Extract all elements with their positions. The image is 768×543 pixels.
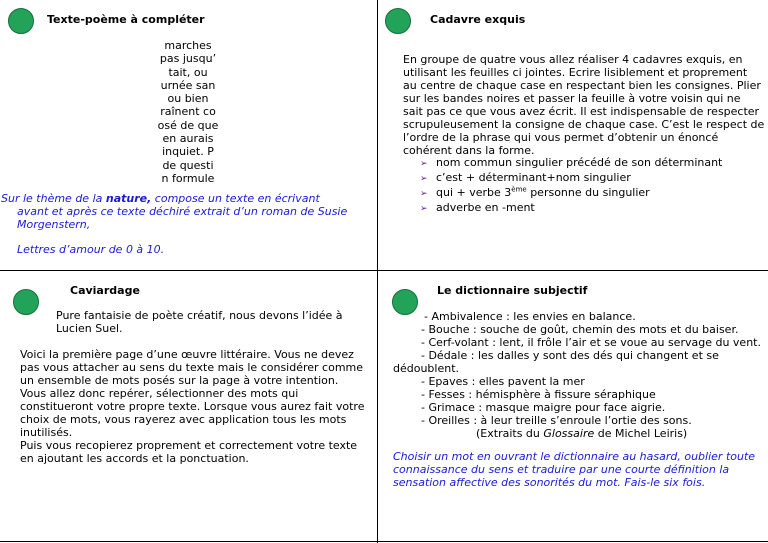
fragment-line: n formule	[161, 171, 215, 185]
q2-body	[403, 53, 764, 157]
body-line: un ensemble de mots posés sur la page à votre intention.	[20, 374, 339, 387]
instruction-line: connaissance du sens et traduire par une courte définition la	[393, 463, 730, 476]
fragment-line: de questi	[162, 158, 214, 172]
vertical-divider	[377, 0, 378, 543]
fragment-line: en aurais	[162, 132, 214, 146]
list-item-text: adverbe en -ment	[436, 201, 535, 214]
list-item-text: qui + verbe 3	[436, 186, 512, 199]
q2-bullet-list	[420, 156, 722, 216]
green-dot-icon	[385, 8, 411, 34]
definition: - Ambivalence : les envies en balance.	[424, 310, 636, 323]
arrow-bullet-icon: ➢	[420, 204, 428, 214]
fragment-line: ou bien	[167, 92, 209, 106]
fragment-line: raînent co	[160, 105, 216, 119]
citation-work: Glossaire	[543, 427, 595, 440]
body-line: constitueront votre propre texte. Lorsque vous aurez fait votre	[20, 400, 365, 413]
arrow-bullet-icon: ➢	[420, 159, 428, 169]
definition: - Bouche : souche de goût, chemin des mots et du baiser.	[421, 323, 739, 336]
body-line: cohérent dans la forme.	[403, 144, 535, 157]
body-line: pas vous attacher au sens du texte mais le considérer comme	[20, 361, 364, 374]
body-line: Puis vous recopierez proprement et correctement votre texte	[20, 439, 358, 452]
bottom-divider	[0, 541, 768, 542]
fragment-line: urnée san	[160, 78, 216, 92]
definition: - Cerf-volant : lent, il frôle l’air et se voue au servage du vent.	[421, 336, 761, 349]
q4-glossary	[393, 310, 761, 440]
body-line: utilisant les feuilles ci jointes. Ecrire lisiblement et proprement	[403, 66, 748, 79]
list-item	[420, 156, 722, 171]
fragment-line: pas jusqu’	[159, 52, 217, 66]
body-line: en ajoutant les accords et la ponctuation.	[20, 452, 249, 465]
q1-title: Texte-poème à compléter	[47, 13, 205, 26]
definition: dédoublent.	[393, 362, 460, 375]
fragment-line: tait, ou	[168, 65, 208, 79]
green-dot-icon	[13, 289, 39, 315]
definition: - Dédale : les dalles y sont des dés qui changent et se	[421, 349, 719, 362]
body-line: En groupe de quatre vous allez réaliser 4 cadavres exquis, en	[403, 53, 743, 66]
definition: - Grimace : masque maigre pour face aigrie.	[421, 401, 666, 414]
instruction-text: compose un texte en écrivant	[151, 192, 320, 205]
definition: - Fesses : hémisphère à fissure séraphique	[421, 388, 656, 401]
fragment-line: inquiet. P	[162, 145, 214, 159]
superscript: ème	[511, 185, 527, 194]
body-line: Vous allez donc repérer, sélectionner des mots qui	[20, 387, 299, 400]
body-line: l’ordre de la phrase qui vous permet d’obtenir un énoncé	[403, 131, 719, 144]
citation-text: de Michel Leiris)	[594, 427, 688, 440]
citation-text: (Extraits du	[476, 427, 544, 440]
q4-instruction	[393, 450, 755, 489]
torn-text-fragment	[150, 39, 226, 185]
definition: - Epaves : elles pavent la mer	[421, 375, 585, 388]
list-item	[420, 201, 722, 216]
q1-instruction-line: Morgenstern,	[17, 218, 91, 231]
q3-intro-line: Pure fantaisie de poète créatif, nous devons l’idée à	[56, 309, 343, 322]
green-dot-icon	[8, 8, 34, 34]
q2-title: Cadavre exquis	[430, 13, 526, 26]
fragment-line: osé de que	[157, 118, 219, 132]
definition: - Oreilles : à leur treille s’enroule l’ortie des sons.	[421, 414, 692, 427]
instruction-bold: nature,	[105, 192, 152, 205]
body-line: Voici la première page d’une œuvre littéraire. Vous ne devez	[20, 348, 354, 361]
arrow-bullet-icon: ➢	[420, 189, 428, 199]
q1-instruction-line: avant et après ce texte déchiré extrait d’un roman de Susie	[17, 205, 348, 218]
q3-title: Caviardage	[70, 284, 140, 297]
q3-body	[20, 348, 364, 465]
q1-instruction	[1, 192, 320, 205]
source-citation	[393, 427, 761, 440]
list-item-text: nom commun singulier précédé de son déterminant	[436, 156, 723, 169]
body-line: sait pas ce que vous avez écrit. Il est indispensable de respecter	[403, 105, 760, 118]
body-line: scrupuleusement la consigne de chaque case. C’est le respect de	[403, 118, 765, 131]
list-item-text: personne du singulier	[526, 186, 650, 199]
instruction-text: Sur le thème de la	[1, 192, 106, 205]
body-line: sur les bandes noires et passer la feuille à votre voisin qui ne	[403, 92, 741, 105]
instruction-line: Choisir un mot en ouvrant le dictionnaire au hasard, oublier toute	[393, 450, 756, 463]
q4-title: Le dictionnaire subjectif	[437, 284, 588, 297]
list-item-text: c’est + déterminant+nom singulier	[436, 171, 631, 184]
horizontal-divider	[0, 270, 768, 271]
body-line: choix de mots, vous rayerez avec application tous les mots	[20, 413, 347, 426]
body-line: au centre de chaque case en respectant bien les consignes. Plier	[403, 79, 761, 92]
q1-book-title: Lettres d’amour de 0 à 10.	[17, 243, 165, 256]
instruction-line: sensation affective des sonorités du mot. Fais-le six fois.	[393, 476, 706, 489]
fragment-line: marches	[164, 39, 212, 52]
body-line: inutilisés.	[20, 426, 73, 439]
arrow-bullet-icon: ➢	[420, 174, 428, 184]
q3-intro-line: Lucien Suel.	[56, 322, 123, 335]
list-item	[420, 186, 722, 201]
list-item	[420, 171, 722, 186]
